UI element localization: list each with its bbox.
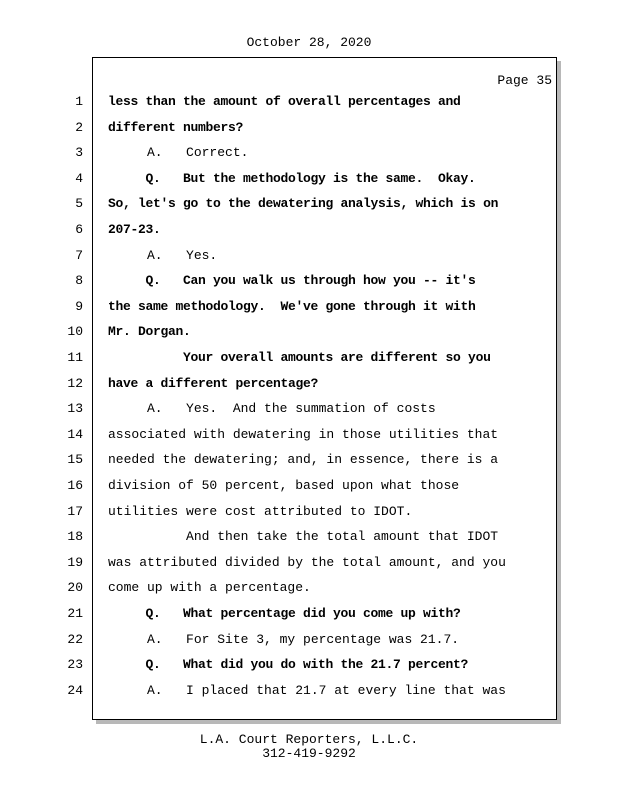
line-text: less than the amount of overall percentages and	[108, 94, 461, 109]
line-text: Q. But the methodology is the same. Okay.	[108, 170, 476, 186]
line-text: different numbers?	[108, 119, 244, 135]
line-text: come up with a percentage.	[108, 580, 311, 596]
transcript-line	[0, 578, 560, 598]
line-number: 5	[75, 196, 83, 212]
footer-company: L.A. Court Reporters, L.L.C.	[199, 732, 419, 747]
line-number: 6	[75, 222, 83, 237]
line-number: 22	[67, 631, 83, 647]
line-text: 207-23.	[108, 222, 161, 237]
line-text: A. I placed that 21.7 at every line that was	[108, 682, 506, 698]
line-text: A. For Site 3, my percentage was 21.7.	[108, 631, 460, 647]
line-text: A. Yes. And the summation of costs	[108, 401, 436, 417]
line-number: 2	[75, 119, 83, 135]
line-text: Q. What percentage did you come up with?	[108, 606, 461, 621]
transcript-line	[0, 169, 560, 189]
line-number: 7	[75, 247, 83, 263]
transcript-line	[0, 194, 560, 214]
footer-phone: 312-419-9292	[262, 746, 356, 761]
transcript-line	[0, 604, 560, 624]
line-number: 15	[67, 452, 83, 468]
line-number: 14	[67, 426, 83, 442]
line-number: 11	[67, 350, 83, 365]
line-text: So, let's go to the dewatering analysis, which is on	[108, 196, 499, 212]
line-number: 21	[67, 606, 83, 621]
transcript-line	[0, 527, 560, 547]
line-number: 17	[67, 503, 83, 519]
line-text: associated with dewatering in those utilities that	[108, 426, 499, 442]
transcript-line	[0, 322, 560, 342]
transcript-line	[0, 348, 560, 368]
transcript-line	[0, 271, 560, 291]
line-number: 10	[67, 324, 83, 340]
line-text: have a different percentage?	[108, 375, 319, 391]
line-number: 12	[67, 375, 83, 391]
page-header-date: October 28, 2020	[246, 35, 372, 50]
line-number: 4	[75, 170, 83, 186]
transcript-line	[0, 374, 560, 394]
line-text: A. Correct.	[108, 145, 249, 161]
line-number: 20	[67, 580, 83, 596]
line-text: Your overall amounts are different so you	[108, 350, 491, 365]
line-number: 16	[67, 478, 83, 493]
line-text: the same methodology. We've gone through it with	[108, 298, 476, 314]
transcript-line	[0, 246, 560, 266]
transcript-line	[0, 399, 560, 419]
transcript-line	[0, 450, 560, 470]
line-text: utilities were cost attributed to IDOT.	[108, 503, 413, 519]
line-number: 18	[67, 529, 83, 545]
transcript-line	[0, 118, 560, 138]
line-number: 19	[67, 554, 83, 570]
page-number: Page 35	[497, 73, 552, 88]
page-footer	[0, 733, 618, 761]
line-text: division of 50 percent, based upon what those	[108, 478, 460, 493]
line-text: needed the dewatering; and, in essence, there is a	[108, 452, 499, 468]
line-number: 24	[67, 682, 83, 698]
line-number: 23	[67, 657, 83, 673]
transcript-line	[0, 630, 560, 650]
transcript-line	[0, 553, 560, 573]
line-text: Q. What did you do with the 21.7 percent?	[108, 657, 469, 673]
line-number: 9	[75, 298, 83, 314]
line-number: 3	[75, 145, 83, 161]
transcript-line	[0, 143, 560, 163]
transcript-line	[0, 425, 560, 445]
transcript-line	[0, 655, 560, 675]
transcript-line	[0, 92, 560, 112]
transcript-line	[0, 220, 560, 240]
line-number: 1	[75, 94, 83, 109]
transcript-line	[0, 502, 560, 522]
transcript-line	[0, 297, 560, 317]
line-text: Mr. Dorgan.	[108, 324, 191, 340]
line-text: And then take the total amount that IDOT	[108, 529, 499, 545]
line-number: 8	[75, 273, 83, 289]
line-text: A. Yes.	[108, 247, 218, 263]
line-text: was attributed divided by the total amount, and you	[108, 554, 506, 570]
line-number: 13	[67, 401, 83, 417]
transcript-line	[0, 681, 560, 701]
transcript-line	[0, 476, 560, 496]
line-text: Q. Can you walk us through how you -- it's	[108, 273, 476, 289]
